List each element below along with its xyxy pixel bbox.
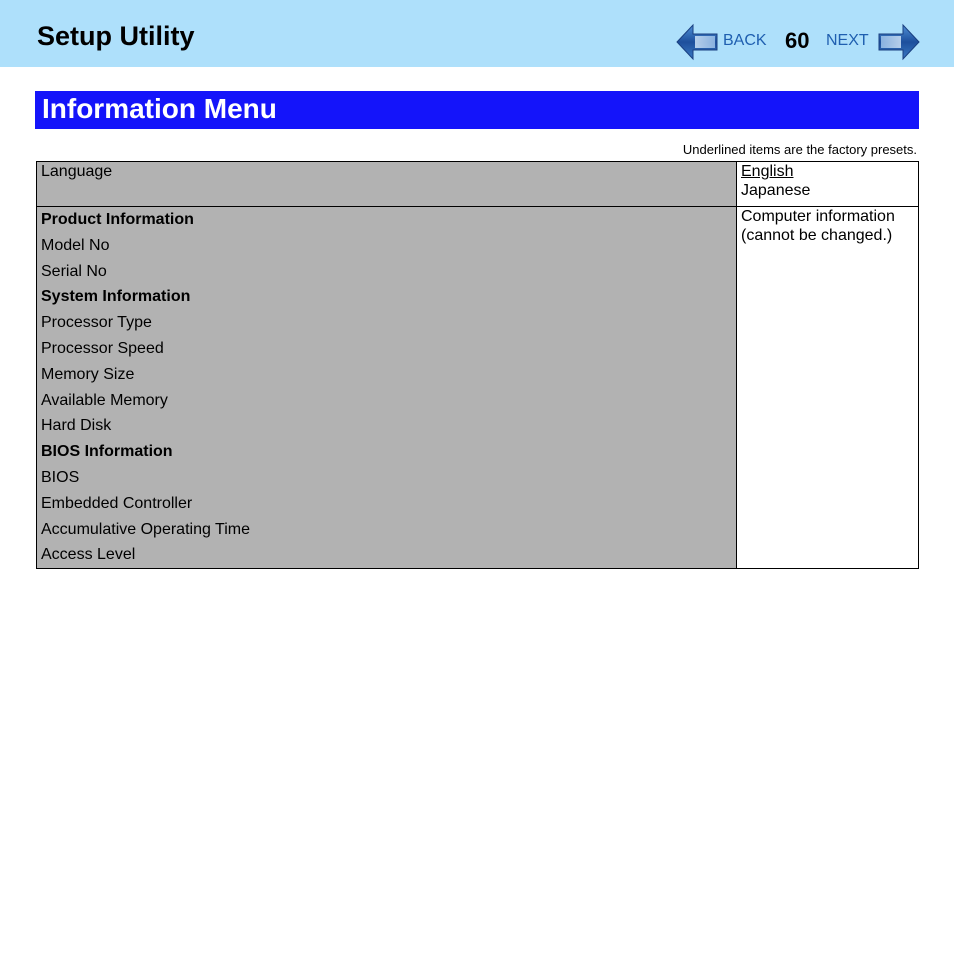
- list-item: Processor Type: [41, 314, 152, 332]
- language-option-english: English: [741, 163, 794, 180]
- factory-presets-note: Underlined items are the factory presets.: [682, 142, 917, 157]
- table-row-computer-info: [37, 207, 919, 569]
- section-header: [35, 91, 919, 129]
- language-label-cell: [37, 162, 737, 207]
- list-item: Accumulative Operating Time: [41, 520, 250, 538]
- section-title: Information Menu: [42, 93, 277, 124]
- next-label: NEXT: [826, 32, 869, 49]
- list-item: BIOS: [41, 468, 80, 486]
- info-items-cell: [37, 207, 737, 569]
- list-item: Access Level: [41, 546, 136, 564]
- back-label: BACK: [723, 32, 767, 49]
- list-item: Model No: [41, 236, 110, 254]
- page-number: 60: [785, 28, 810, 53]
- list-item: Memory Size: [41, 365, 135, 383]
- info-description-line1: Computer information: [741, 208, 895, 225]
- language-option-japanese: Japanese: [741, 182, 811, 199]
- list-item: Embedded Controller: [41, 494, 193, 512]
- list-item: Hard Disk: [41, 417, 112, 435]
- bios-information-heading: BIOS Information: [41, 443, 173, 461]
- list-item: Available Memory: [41, 391, 168, 409]
- language-label: Language: [41, 163, 113, 180]
- arrow-left-icon: [675, 23, 719, 61]
- table-row-language: [37, 162, 919, 207]
- list-item: Processor Speed: [41, 339, 164, 357]
- information-menu-table: [36, 161, 919, 569]
- next-button[interactable]: [825, 22, 920, 62]
- back-button[interactable]: [675, 22, 775, 62]
- system-information-heading: System Information: [41, 288, 191, 306]
- page-header: [0, 0, 954, 67]
- arrow-right-icon: [877, 23, 921, 61]
- page-title: Setup Utility: [37, 21, 195, 51]
- product-information-heading: Product Information: [41, 211, 194, 228]
- info-description-cell: [737, 207, 919, 569]
- list-item: Serial No: [41, 262, 107, 280]
- language-options-cell: [737, 162, 919, 207]
- page-navigation: [675, 22, 920, 62]
- info-description-line2: (cannot be changed.): [741, 227, 893, 244]
